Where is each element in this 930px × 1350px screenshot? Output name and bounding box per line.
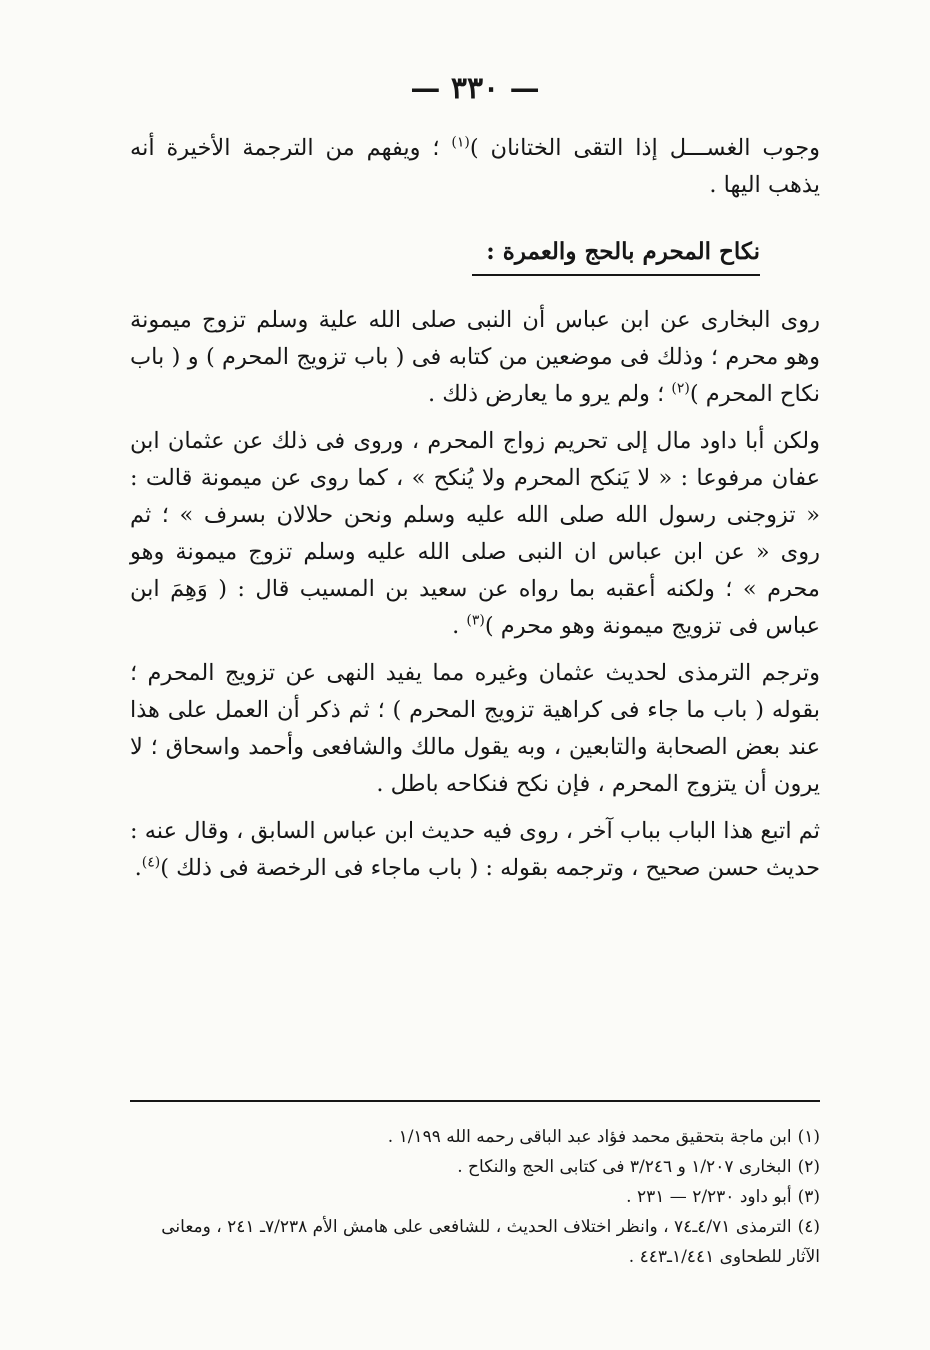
- intro-paragraph: [130, 130, 820, 204]
- paragraph-abu-dawud: [130, 423, 820, 645]
- paragraph-tirmidhi-followup: [130, 813, 820, 887]
- footnote-1: [150, 1122, 820, 1152]
- intro-continuation: ؛ ويفهم من الترجمة الأخيرة أنه يذهب اليها .: [130, 135, 820, 198]
- footnote-4: [150, 1212, 820, 1272]
- footnotes: [150, 1122, 820, 1272]
- section-heading-wrap: [130, 204, 820, 276]
- footnote-separator: [130, 1100, 820, 1102]
- footnote-ref-3: (٣): [466, 612, 485, 629]
- paragraph-tail: ؛ ولم يرو ما يعارض ذلك .: [427, 381, 672, 407]
- footnote-number: (١): [797, 1127, 820, 1147]
- page-number: — ٣٣٠ —: [410, 71, 540, 106]
- paragraph-tail: .: [452, 613, 467, 639]
- intro-text: وجوب الغســـل إذا التقى الختانان ): [469, 135, 821, 161]
- footnote-number: (٢): [797, 1157, 820, 1177]
- footnote-text: أبو داود ٢/٢٣٠ — ٢٣١ .: [626, 1187, 792, 1207]
- paragraph-tail: .: [134, 855, 142, 881]
- footnote-text: الترمذى ٤/٧١ـ٧٤ ، وانظر اختلاف الحديث ، للشافعى على هامش الأم ٧/٢٣٨ـ ٢٤١ ، ومعانى الآثار للطحاوى ١/٤٤١ـ٤٤٣ .: [161, 1217, 820, 1267]
- footnote-ref-2: (٢): [671, 380, 690, 397]
- section-heading: نكاح المحرم بالحج والعمرة :: [472, 234, 760, 276]
- paragraph-bukhari: [130, 302, 820, 413]
- footnote-number: (٤): [797, 1217, 820, 1237]
- paragraph-text: روى البخارى عن ابن عباس أن النبى صلى الله علية وسلم تزوج ميمونة وهو محرم ؛ وذلك فى موضعين من كتابه فى ( باب تزويج المحرم ) و ( باب نكاح المحرم ): [130, 307, 820, 407]
- footnote-number: (٣): [797, 1187, 820, 1207]
- footnote-2: [150, 1152, 820, 1182]
- paragraph-text: ولكن أبا داود مال إلى تحريم زواج المحرم ، وروى فى ذلك عن عثمان ابن عفان مرفوعا : « لا يَنكح المحرم ولا يُنكح » ، كما روى عن ميمونة قالت : « تزوجنى رسول الله صلى الله عليه وسلم ونحن حلالان بسرف » ؛ ثم روى « عن ابن عباس ان النبى صلى الله عليه وسلم تزوج ميمونة وهو محرم » ؛ ولكنه أعقبه بما رواه عن سعيد بن المسيب قال : ( وَهِمَ ابن عباس فى تزويج ميمونة وهو محرم ): [130, 428, 820, 639]
- footnote-ref-4: (٤): [141, 854, 161, 871]
- footnote-3: [150, 1182, 820, 1212]
- paragraph-text: ثم اتبع هذا الباب بباب آخر ، روى فيه حديث ابن عباس السابق ، وقال عنه : حديث حسن صحيح ، وترجمه بقوله : ( باب ماجاء فى الرخصة فى ذلك ): [130, 818, 820, 881]
- paragraph-tirmidhi: [130, 655, 820, 803]
- footnote-text: ابن ماجة بتحقيق محمد فؤاد عبد الباقى رحمه الله ١/١٩٩ .: [387, 1127, 792, 1147]
- footnote-ref-1: (١): [451, 134, 470, 151]
- footnote-text: البخارى ١/٢٠٧ و ٣/٢٤٦ فى كتابى الحج والنكاح .: [457, 1157, 792, 1177]
- paragraph-text: وترجم الترمذى لحديث عثمان وغيره مما يفيد النهى عن تزويج المحرم ؛ بقوله ( باب ما جاء فى كراهية تزويج المحرم ) ؛ ثم ذكر أن العمل على هذا عند بعض الصحابة والتابعين ، وبه يقول مالك والشافعى وأحمد واسحاق ؛ لا يرون أن يتزوج المحرم ، فإن نكح فنكاحه باطل .: [130, 660, 820, 797]
